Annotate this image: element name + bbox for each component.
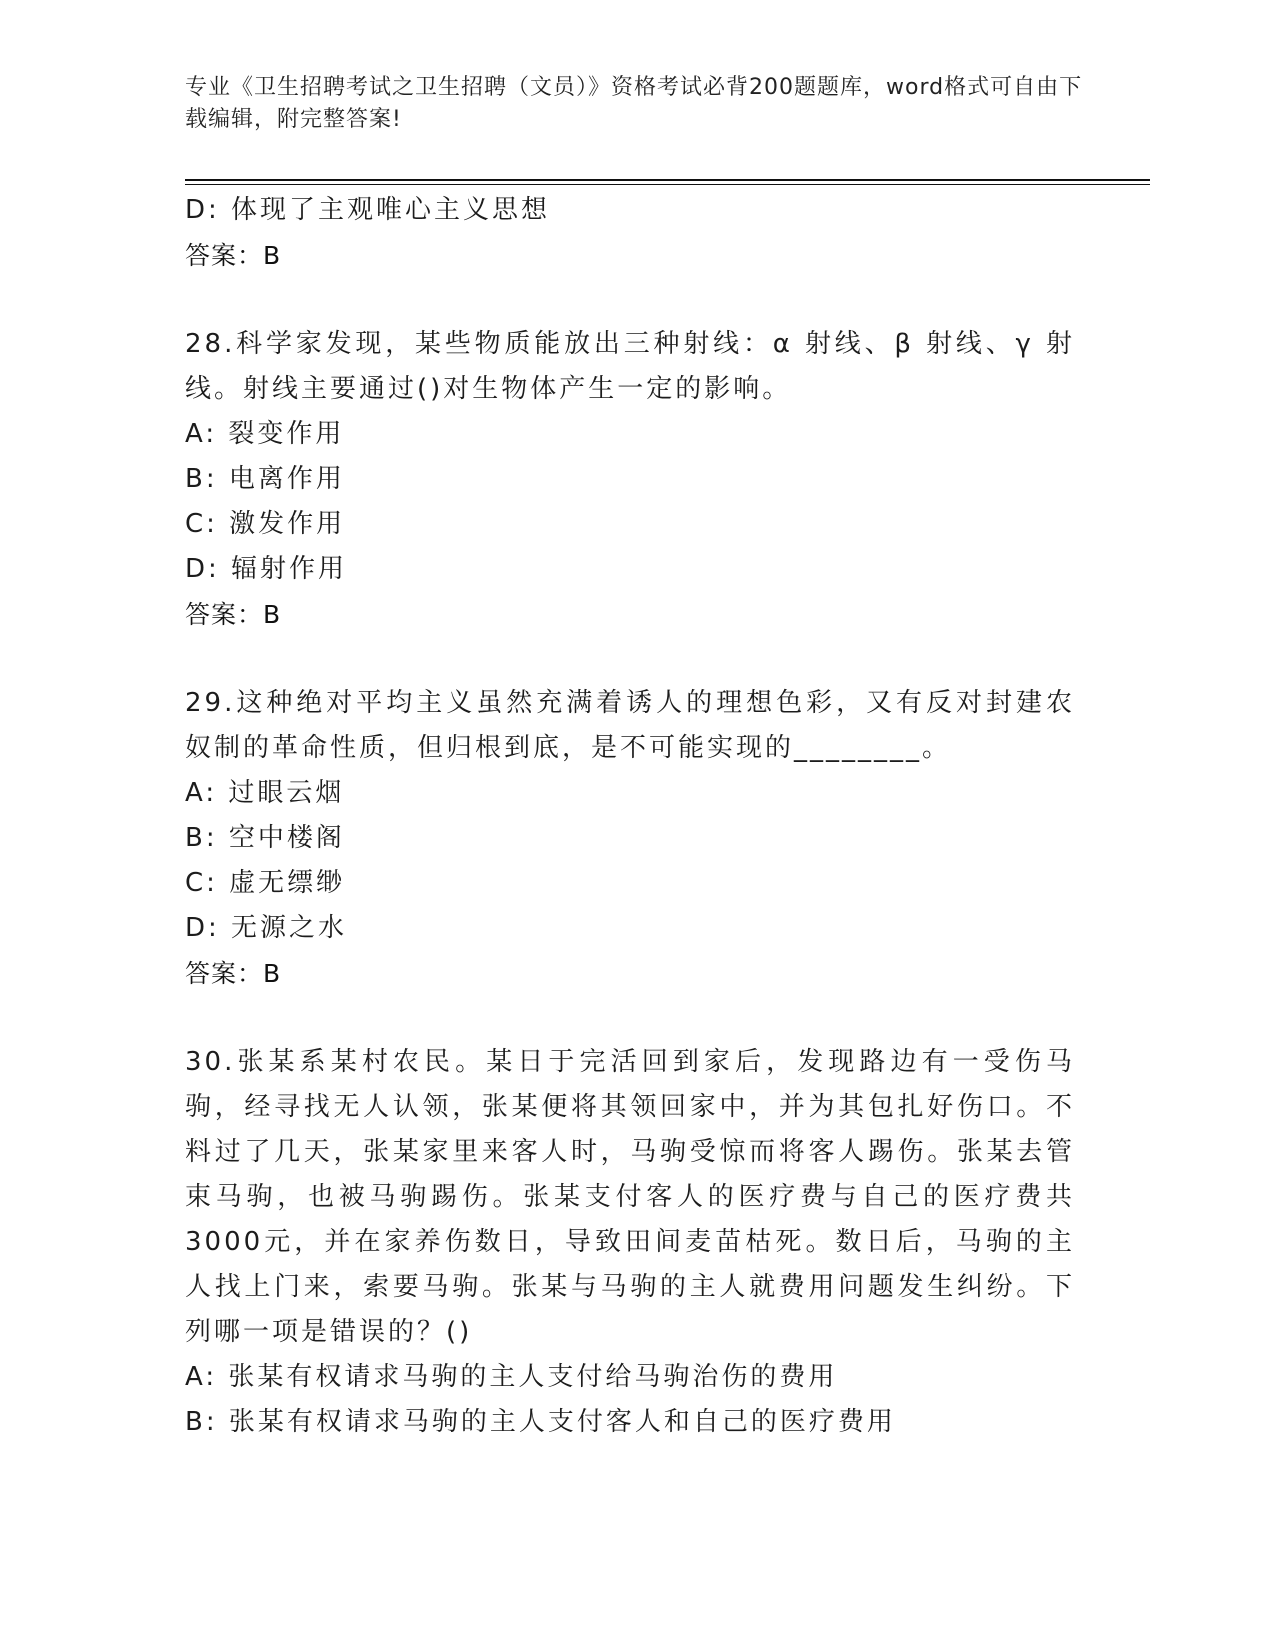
question-30	[185, 1040, 1075, 1445]
question-29	[185, 681, 1075, 996]
option-b: B: 空中楼阁	[185, 823, 345, 853]
option-b: B: 电离作用	[185, 464, 345, 494]
option-b: B: 张某有权请求马驹的主人支付客人和自己的医疗费用	[185, 1407, 896, 1437]
question-stem: 28.科学家发现，某些物质能放出三种射线：α 射线、β 射线、γ 射线。射线主要通过()对生物体产生一定的影响。	[185, 329, 1075, 404]
header-rule-thick	[185, 179, 1150, 181]
question-28	[185, 322, 1075, 637]
answer: 答案：B	[185, 959, 282, 988]
question-stem: 29.这种绝对平均主义虽然充满着诱人的理想色彩，又有反对封建农奴制的革命性质，但归根到底，是不可能实现的________。	[185, 688, 1075, 763]
option-a: A: 裂变作用	[185, 419, 345, 449]
question-stem: 30.张某系某村农民。某日于完活回到家后，发现路边有一受伤马驹，经寻找无人认领，张某便将其领回家中，并为其包扎好伤口。不料过了几天，张某家里来客人时，马驹受惊而将客人踢伤。张某去管束马驹，也被马驹踢伤。张某支付客人的医疗费与自己的医疗费共3000元，并在家养伤数日，导致田间麦苗枯死。数日后，马驹的主人找上门来，索要马驹。张某与马驹的主人就费用问题发生纠纷。下列哪一项是错误的？()	[185, 1047, 1075, 1347]
answer-prev: 答案：B	[185, 241, 282, 270]
option-a: A: 张某有权请求马驹的主人支付给马驹治伤的费用	[185, 1362, 838, 1392]
option-d: D: 无源之水	[185, 913, 348, 943]
header-rule-thin	[185, 184, 1150, 185]
document-body	[185, 188, 1075, 1445]
option-d: D: 辐射作用	[185, 554, 348, 584]
option-d-prev: D: 体现了主观唯心主义思想	[185, 195, 551, 225]
answer: 答案：B	[185, 600, 282, 629]
option-c: C: 激发作用	[185, 509, 346, 539]
option-c: C: 虚无缥缈	[185, 868, 346, 898]
option-a: A: 过眼云烟	[185, 778, 345, 808]
document-header: 专业《卫生招聘考试之卫生招聘（文员）》资格考试必背200题题库，word格式可自由下载编辑，附完整答案!	[185, 75, 1083, 132]
